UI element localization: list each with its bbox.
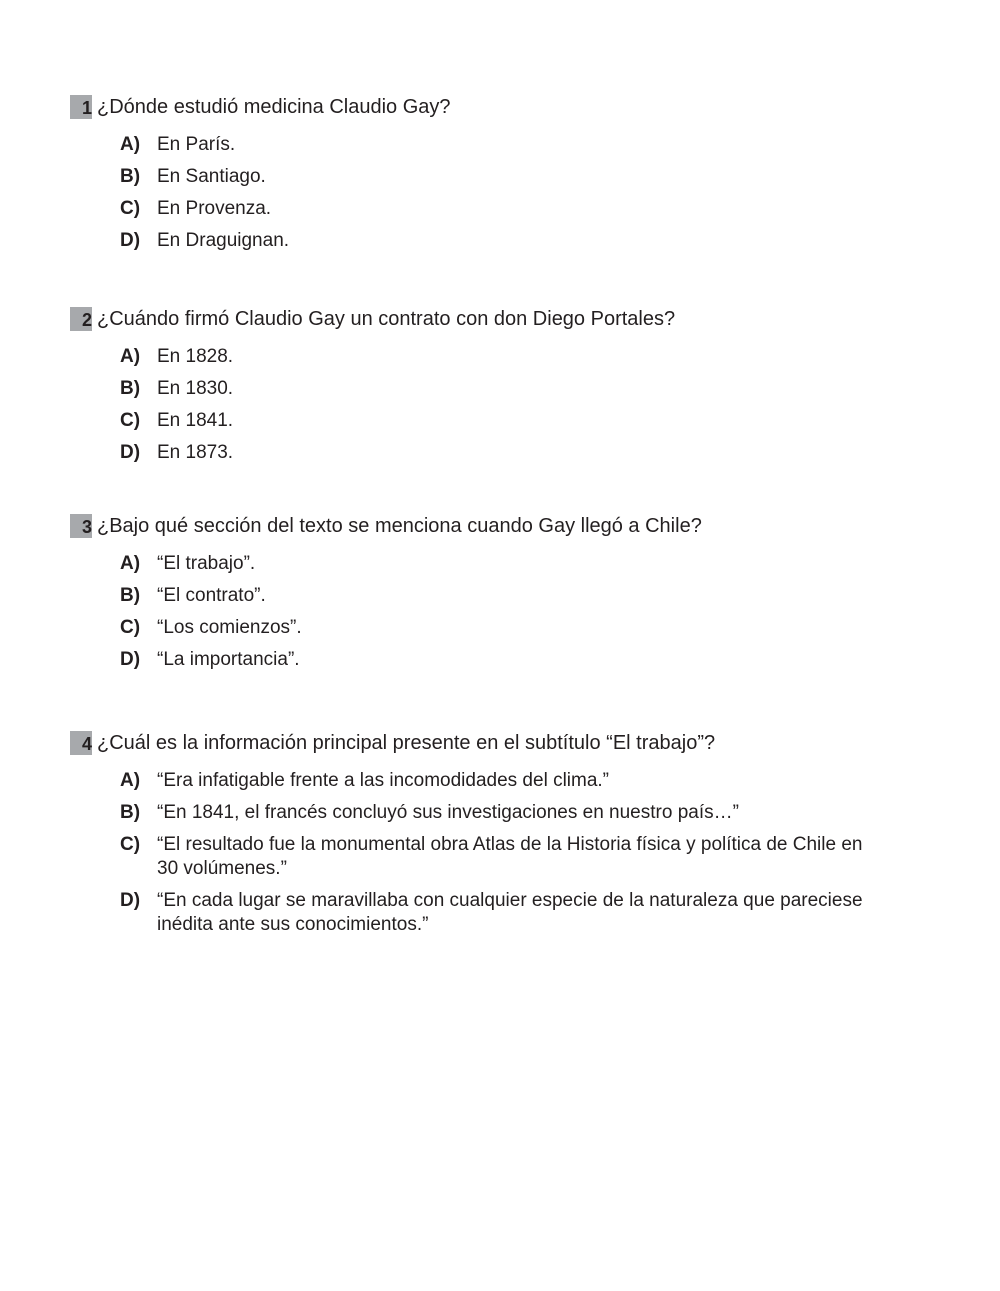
option-letter: C) [120, 617, 141, 638]
option-letter: C) [120, 410, 141, 431]
option-letter: D) [120, 230, 141, 251]
option-text: “Los comienzos”. [157, 617, 302, 638]
option-letter: D) [120, 649, 141, 670]
question-2 [70, 307, 930, 465]
option-b[interactable] [120, 377, 930, 401]
question-4 [70, 731, 930, 937]
option-text: En 1828. [157, 346, 234, 367]
option-text: En 1841. [157, 410, 234, 431]
option-text: “En 1841, el francés concluyó sus investigaciones en nuestro país…” [157, 802, 739, 823]
option-a[interactable] [120, 552, 930, 576]
option-d[interactable] [120, 648, 930, 672]
option-letter: B) [120, 166, 141, 187]
option-text: “El resultado fue la monumental obra Atlas de la Historia física y política de Chile en 30 volúmenes.” [157, 834, 863, 879]
option-letter: C) [120, 198, 141, 219]
question-header [70, 307, 930, 331]
option-letter: B) [120, 585, 141, 606]
option-text: En París. [157, 134, 236, 155]
option-letter: D) [120, 442, 141, 463]
option-text: En Draguignan. [157, 230, 290, 251]
option-text: “Era infatigable frente a las incomodidades del clima.” [157, 770, 610, 791]
option-d[interactable] [120, 441, 930, 465]
question-1 [70, 95, 930, 253]
question-number-badge: 3 [70, 514, 92, 538]
option-text: En Provenza. [157, 198, 272, 219]
option-d[interactable] [120, 229, 930, 253]
option-letter: D) [120, 890, 141, 911]
option-letter: B) [120, 802, 141, 823]
question-number-badge: 1 [70, 95, 92, 119]
option-c[interactable] [120, 616, 930, 640]
option-text: “En cada lugar se maravillaba con cualquier especie de la naturaleza que pareciese inédita ante sus conocimientos.” [157, 890, 863, 935]
question-header [70, 731, 930, 755]
options-list [120, 552, 930, 672]
option-letter: A) [120, 134, 141, 155]
question-text: ¿Bajo qué sección del texto se menciona cuando Gay llegó a Chile? [97, 515, 702, 537]
option-text: “La importancia”. [157, 649, 300, 670]
option-letter: A) [120, 553, 141, 574]
question-number-badge: 2 [70, 307, 92, 331]
option-c[interactable] [120, 409, 930, 433]
options-list [120, 769, 930, 937]
option-c[interactable] [120, 833, 930, 881]
option-a[interactable] [120, 769, 930, 793]
option-b[interactable] [120, 165, 930, 189]
option-text: “El contrato”. [157, 585, 266, 606]
question-text: ¿Cuál es la información principal presente en el subtítulo “El trabajo”? [97, 732, 716, 754]
option-a[interactable] [120, 345, 930, 369]
option-text: En 1873. [157, 442, 234, 463]
option-text: En 1830. [157, 378, 234, 399]
question-header [70, 95, 930, 119]
options-list [120, 345, 930, 465]
option-letter: A) [120, 346, 141, 367]
question-header [70, 514, 930, 538]
option-b[interactable] [120, 801, 930, 825]
question-text: ¿Dónde estudió medicina Claudio Gay? [97, 96, 451, 118]
option-a[interactable] [120, 133, 930, 157]
option-letter: C) [120, 834, 141, 855]
question-number-badge: 4 [70, 731, 92, 755]
option-d[interactable] [120, 889, 930, 937]
option-c[interactable] [120, 197, 930, 221]
option-b[interactable] [120, 584, 930, 608]
options-list [120, 133, 930, 253]
question-text: ¿Cuándo firmó Claudio Gay un contrato con don Diego Portales? [97, 308, 676, 330]
option-text: En Santiago. [157, 166, 266, 187]
option-letter: B) [120, 378, 141, 399]
option-text: “El trabajo”. [157, 553, 256, 574]
question-3 [70, 514, 930, 672]
option-letter: A) [120, 770, 141, 791]
